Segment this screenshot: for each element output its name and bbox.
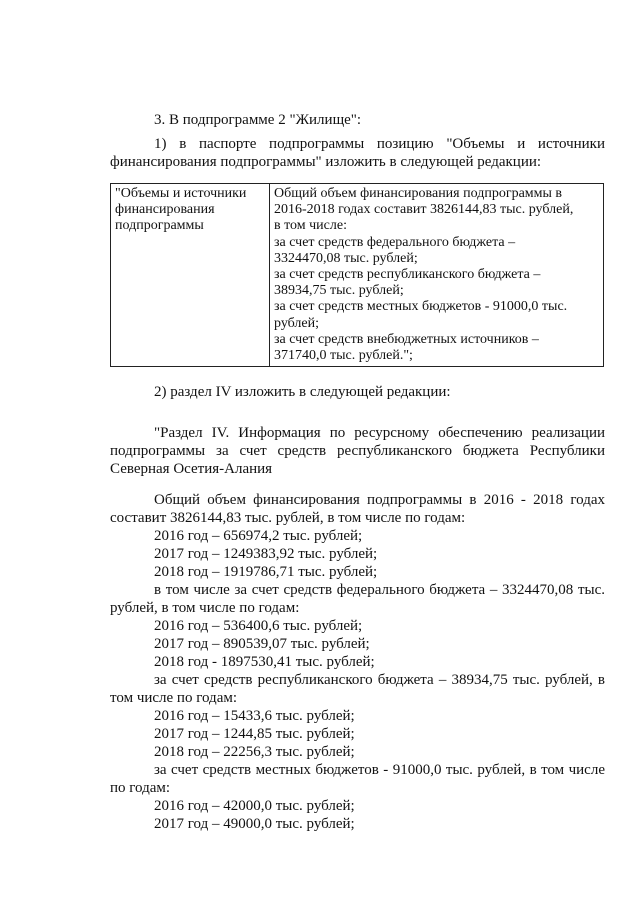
republic-year-2016: 2016 год – 15433,6 тыс. рублей; xyxy=(154,708,355,724)
local-line1: за счет средств местных бюджетов - 91000,0 тыс. рублей, в том числе xyxy=(154,762,605,778)
cell-line: подпрограммы xyxy=(115,218,204,234)
republic-line2: том числе по годам: xyxy=(110,690,238,706)
federal-line1: в том числе за счет средств федерального бюджета – 3324470,08 тыс. xyxy=(154,582,605,598)
item2-heading: 2) раздел IV изложить в следующей редакции: xyxy=(154,384,451,400)
cell-line: рублей; xyxy=(274,315,319,331)
federal-year-2017: 2017 год – 890539,07 тыс. рублей; xyxy=(154,636,370,652)
cell-line: финансирования xyxy=(115,202,215,218)
total-year-2017: 2017 год – 1249383,92 тыс. рублей; xyxy=(154,546,378,562)
cell-line: 3324470,08 тыс. рублей; xyxy=(274,250,418,266)
passport-table xyxy=(110,183,604,367)
republic-year-2018: 2018 год – 22256,3 тыс. рублей; xyxy=(154,744,355,760)
cell-line: за счет средств местных бюджетов - 91000,0 тыс. xyxy=(274,299,568,315)
cell-line: Общий объем финансирования подпрограммы в xyxy=(274,186,563,201)
section-heading: 3. В подпрограмме 2 "Жилище": xyxy=(154,112,362,128)
total-year-2016: 2016 год – 656974,2 тыс. рублей; xyxy=(154,528,363,544)
cell-line: за счет средств федерального бюджета – xyxy=(274,234,516,250)
table-cell-label xyxy=(111,184,270,367)
local-year-2016: 2016 год – 42000,0 тыс. рублей; xyxy=(154,798,355,814)
table-cell-value xyxy=(270,184,604,367)
local-year-2017: 2017 год – 49000,0 тыс. рублей; xyxy=(154,816,355,832)
item1-line2: финансирования подпрограммы" изложить в следующей редакции: xyxy=(110,154,542,170)
section4-title-line1: "Раздел IV. Информация по ресурсному обеспечению реализации xyxy=(154,425,605,441)
total-line2: составит 3826144,83 тыс. рублей, в том числе по годам: xyxy=(110,510,466,526)
section4-title-line2: подпрограммы за счет средств республиканского бюджета Республики xyxy=(110,443,605,459)
cell-line: "Объемы и источники xyxy=(115,186,247,201)
cell-line: за счет средств внебюджетных источников – xyxy=(274,331,539,347)
table-row xyxy=(111,184,604,367)
cell-line: в том числе: xyxy=(274,218,347,234)
federal-year-2016: 2016 год – 536400,6 тыс. рублей; xyxy=(154,618,363,634)
cell-line: 371740,0 тыс. рублей."; xyxy=(274,348,413,364)
federal-line2: рублей, в том числе по годам: xyxy=(110,600,300,616)
republic-line1: за счет средств республиканского бюджета – 38934,75 тыс. рублей, в xyxy=(154,672,605,688)
cell-line: 38934,75 тыс. рублей; xyxy=(274,283,404,299)
cell-line: за счет средств республиканского бюджета – xyxy=(274,267,541,283)
local-line2: по годам: xyxy=(110,780,171,796)
item1-line1: 1) в паспорте подпрограммы позицию "Объемы и источники xyxy=(154,136,605,152)
section4-title-line3: Северная Осетия-Алания xyxy=(110,461,273,477)
total-year-2018: 2018 год – 1919786,71 тыс. рублей; xyxy=(154,564,378,580)
republic-year-2017: 2017 год – 1244,85 тыс. рублей; xyxy=(154,726,355,742)
cell-line: 2016-2018 годах составит 3826144,83 тыс. рублей, xyxy=(274,202,574,218)
federal-year-2018: 2018 год - 1897530,41 тыс. рублей; xyxy=(154,654,375,670)
total-line1: Общий объем финансирования подпрограммы в 2016 - 2018 годах xyxy=(154,492,605,508)
